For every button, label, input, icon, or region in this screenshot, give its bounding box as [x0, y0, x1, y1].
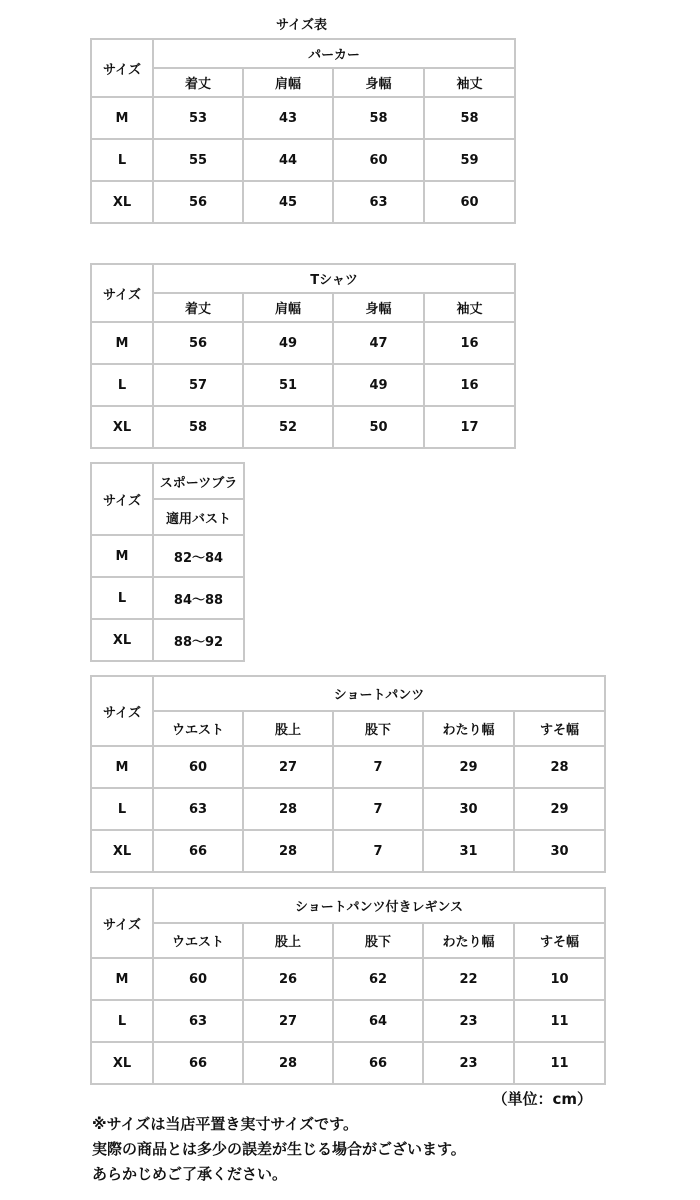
- note-line: ※サイズは当店平置き実寸サイズです。: [92, 1115, 358, 1133]
- column-header: 適用バスト: [153, 499, 244, 535]
- value-cell: 30: [514, 830, 605, 872]
- value-cell: 60: [153, 746, 243, 788]
- table-row: [91, 322, 515, 364]
- product-name: ショートパンツ付きレギンス: [153, 888, 605, 923]
- value-cell: 16: [424, 364, 515, 406]
- value-cell: 53: [153, 97, 243, 139]
- value-cell: 82～84: [153, 535, 244, 577]
- value-cell: 66: [153, 1042, 243, 1084]
- size-cell: L: [91, 139, 153, 181]
- value-cell: 28: [243, 788, 333, 830]
- table-row: [91, 1000, 605, 1042]
- product-name: Tシャツ: [153, 264, 515, 293]
- value-cell: 84～88: [153, 577, 244, 619]
- value-cell: 30: [423, 788, 514, 830]
- value-cell: 45: [243, 181, 333, 223]
- value-cell: 28: [514, 746, 605, 788]
- value-cell: 58: [153, 406, 243, 448]
- value-cell: 63: [153, 1000, 243, 1042]
- unit-note: （単位：cm）: [492, 1090, 592, 1108]
- value-cell: 28: [243, 1042, 333, 1084]
- column-header: 股上: [243, 923, 333, 958]
- value-cell: 10: [514, 958, 605, 1000]
- product-name: パーカー: [153, 39, 515, 68]
- column-header: 股下: [333, 711, 423, 746]
- value-cell: 49: [243, 322, 333, 364]
- value-cell: 16: [424, 322, 515, 364]
- value-cell: 66: [153, 830, 243, 872]
- table-row: [91, 577, 244, 619]
- table-row: [91, 1042, 605, 1084]
- column-header: 袖丈: [424, 293, 515, 322]
- size-table-tshirt: [90, 263, 516, 449]
- value-cell: 11: [514, 1000, 605, 1042]
- value-cell: 7: [333, 830, 423, 872]
- column-header: すそ幅: [514, 711, 605, 746]
- size-header: サイズ: [91, 888, 153, 958]
- column-header: 股下: [333, 923, 423, 958]
- size-cell: XL: [91, 830, 153, 872]
- value-cell: 29: [514, 788, 605, 830]
- value-cell: 47: [333, 322, 424, 364]
- column-header: わたり幅: [423, 923, 514, 958]
- size-cell: XL: [91, 1042, 153, 1084]
- value-cell: 66: [333, 1042, 423, 1084]
- value-cell: 56: [153, 181, 243, 223]
- value-cell: 26: [243, 958, 333, 1000]
- value-cell: 57: [153, 364, 243, 406]
- page-title: サイズ表: [276, 18, 327, 33]
- value-cell: 59: [424, 139, 515, 181]
- column-header: 着丈: [153, 293, 243, 322]
- value-cell: 64: [333, 1000, 423, 1042]
- size-table-leggings: [90, 887, 606, 1085]
- column-header: ウエスト: [153, 711, 243, 746]
- value-cell: 27: [243, 746, 333, 788]
- size-cell: M: [91, 535, 153, 577]
- value-cell: 22: [423, 958, 514, 1000]
- value-cell: 56: [153, 322, 243, 364]
- table-row: [91, 788, 605, 830]
- size-cell: M: [91, 97, 153, 139]
- value-cell: 63: [333, 181, 424, 223]
- table-row: [91, 364, 515, 406]
- value-cell: 28: [243, 830, 333, 872]
- column-header: わたり幅: [423, 711, 514, 746]
- note-line: 実際の商品とは多少の誤差が生じる場合がございます。: [92, 1140, 466, 1158]
- value-cell: 43: [243, 97, 333, 139]
- table-row: [91, 958, 605, 1000]
- table-row: [91, 830, 605, 872]
- size-cell: M: [91, 322, 153, 364]
- value-cell: 88～92: [153, 619, 244, 661]
- table-row: [91, 535, 244, 577]
- value-cell: 58: [424, 97, 515, 139]
- size-cell: XL: [91, 619, 153, 661]
- column-header: 袖丈: [424, 68, 515, 97]
- size-cell: L: [91, 1000, 153, 1042]
- value-cell: 50: [333, 406, 424, 448]
- value-cell: 55: [153, 139, 243, 181]
- size-header: サイズ: [91, 676, 153, 746]
- size-cell: XL: [91, 406, 153, 448]
- note-line: あらかじめご了承ください。: [92, 1165, 288, 1183]
- column-header: 着丈: [153, 68, 243, 97]
- value-cell: 60: [333, 139, 424, 181]
- value-cell: 62: [333, 958, 423, 1000]
- table-row: [91, 406, 515, 448]
- size-cell: L: [91, 577, 153, 619]
- value-cell: 29: [423, 746, 514, 788]
- value-cell: 31: [423, 830, 514, 872]
- value-cell: 44: [243, 139, 333, 181]
- value-cell: 49: [333, 364, 424, 406]
- column-header: すそ幅: [514, 923, 605, 958]
- value-cell: 52: [243, 406, 333, 448]
- size-cell: L: [91, 788, 153, 830]
- column-header: 肩幅: [243, 293, 333, 322]
- table-row: [91, 139, 515, 181]
- size-cell: M: [91, 746, 153, 788]
- table-row: [91, 746, 605, 788]
- column-header: 肩幅: [243, 68, 333, 97]
- notes: [92, 1112, 466, 1187]
- value-cell: 17: [424, 406, 515, 448]
- value-cell: 7: [333, 788, 423, 830]
- size-cell: XL: [91, 181, 153, 223]
- size-cell: L: [91, 364, 153, 406]
- size-table-short-pants: [90, 675, 606, 873]
- value-cell: 7: [333, 746, 423, 788]
- value-cell: 60: [424, 181, 515, 223]
- value-cell: 58: [333, 97, 424, 139]
- size-header: サイズ: [91, 463, 153, 535]
- value-cell: 51: [243, 364, 333, 406]
- table-row: [91, 619, 244, 661]
- column-header: 身幅: [333, 68, 424, 97]
- column-header: 身幅: [333, 293, 424, 322]
- size-header: サイズ: [91, 264, 153, 322]
- value-cell: 27: [243, 1000, 333, 1042]
- value-cell: 11: [514, 1042, 605, 1084]
- product-name: スポーツブラ: [153, 463, 244, 499]
- column-header: 股上: [243, 711, 333, 746]
- table-row: [91, 97, 515, 139]
- size-cell: M: [91, 958, 153, 1000]
- value-cell: 63: [153, 788, 243, 830]
- product-name: ショートパンツ: [153, 676, 605, 711]
- value-cell: 60: [153, 958, 243, 1000]
- size-table-sports-bra: [90, 462, 245, 662]
- size-table-hoodie: [90, 38, 516, 224]
- value-cell: 23: [423, 1042, 514, 1084]
- column-header: ウエスト: [153, 923, 243, 958]
- size-header: サイズ: [91, 39, 153, 97]
- value-cell: 23: [423, 1000, 514, 1042]
- table-row: [91, 181, 515, 223]
